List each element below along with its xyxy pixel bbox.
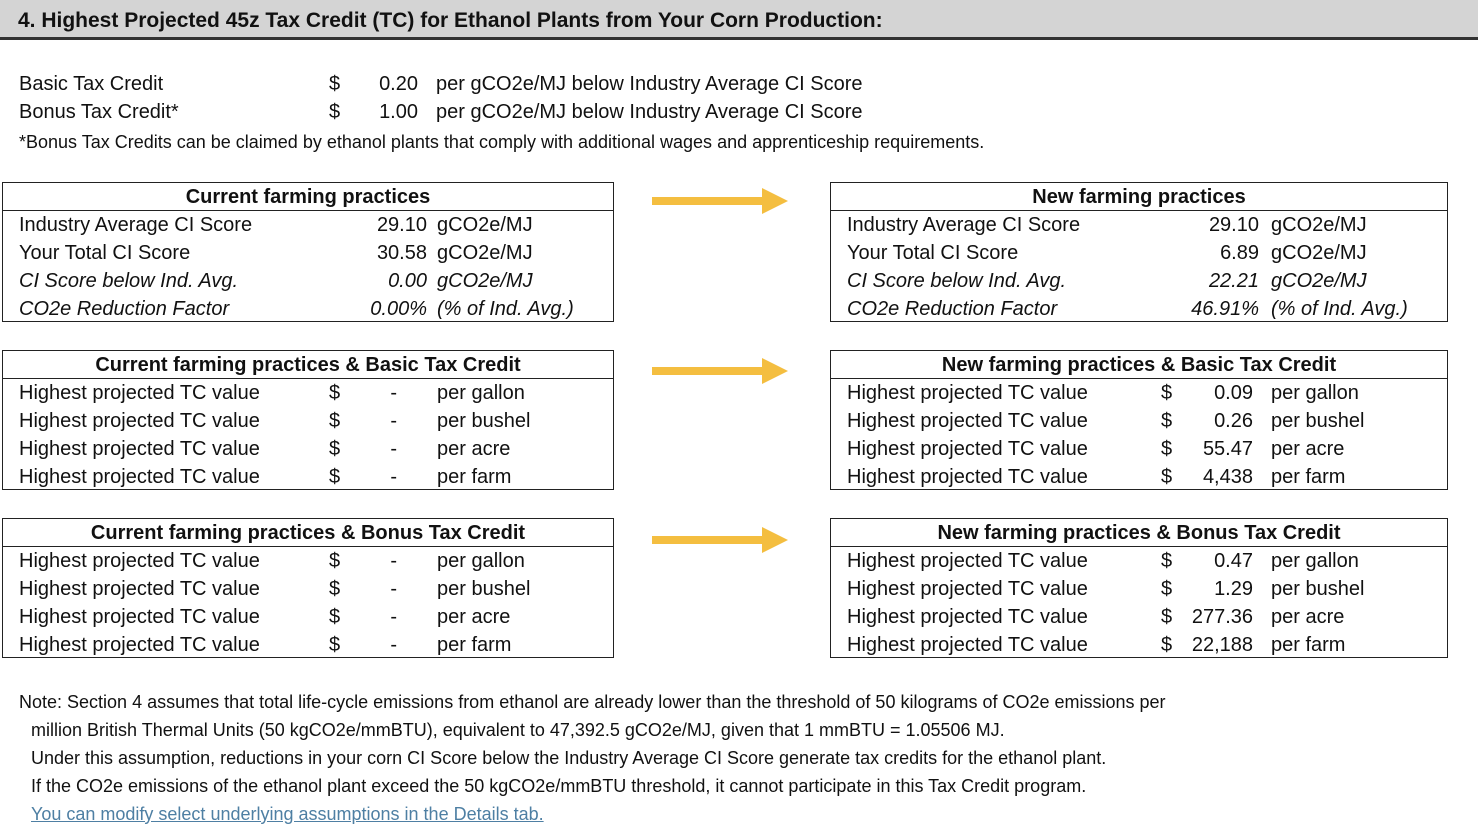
tc-label: Highest projected TC value	[847, 410, 1088, 432]
tc-row	[3, 379, 613, 407]
ci-row	[3, 211, 613, 239]
ci-value: 29.10	[1208, 214, 1259, 236]
ci-row	[831, 295, 1447, 323]
tc-value: -	[390, 578, 397, 600]
tc-label: Highest projected TC value	[847, 606, 1088, 628]
tc-row	[831, 435, 1447, 463]
tc-unit: per acre	[1271, 438, 1345, 460]
tc-unit: per farm	[1271, 634, 1346, 656]
tc-dollar: $	[1161, 578, 1173, 600]
right-arrow-icon	[652, 527, 790, 553]
tc-value: 0.47	[1214, 550, 1253, 572]
ci-row	[3, 295, 613, 323]
ci-unit: gCO2e/MJ	[437, 270, 533, 292]
tc-dollar: $	[1161, 410, 1173, 432]
tc-unit: per bushel	[1271, 578, 1365, 600]
tc-value: 277.36	[1191, 606, 1253, 628]
tc-dollar: $	[329, 606, 341, 628]
tc-label: Highest projected TC value	[19, 550, 260, 572]
tc-row	[831, 463, 1447, 491]
right-arrow-icon	[652, 188, 790, 214]
basic-current-panel	[2, 350, 614, 490]
tc-row	[831, 603, 1447, 631]
tc-dollar: $	[1161, 382, 1173, 404]
tc-value: 4,438	[1202, 466, 1253, 488]
tc-unit: per farm	[1271, 466, 1346, 488]
note-line-3: Under this assumption, reductions in your corn CI Score below the Industry Average CI Score generate tax credits for the ethanol plant.	[31, 748, 1107, 768]
ci-current-panel	[2, 182, 614, 322]
tc-label: Highest projected TC value	[847, 382, 1088, 404]
tc-row	[3, 547, 613, 575]
ci-label: CI Score below Ind. Avg.	[19, 270, 239, 292]
tc-value: 22,188	[1191, 634, 1253, 656]
tc-value: -	[390, 606, 397, 628]
tc-dollar: $	[329, 466, 341, 488]
basic-current-title: Current farming practices & Basic Tax Credit	[3, 351, 613, 379]
tc-value: -	[390, 466, 397, 488]
tc-unit: per farm	[437, 466, 512, 488]
tc-dollar: $	[1161, 550, 1173, 572]
basic-rate-dollar: $	[329, 73, 341, 95]
tc-dollar: $	[329, 550, 341, 572]
note-line-4: If the CO2e emissions of the ethanol plant exceed the 50 kgCO2e/mmBTU threshold, it cannot participate in this Tax Credit program.	[31, 776, 1087, 796]
tc-label: Highest projected TC value	[19, 382, 260, 404]
tc-row	[3, 631, 613, 659]
tc-value: -	[390, 634, 397, 656]
tc-unit: per acre	[437, 438, 511, 460]
tc-unit: per bushel	[1271, 410, 1365, 432]
tc-value: 1.29	[1214, 578, 1253, 600]
tc-unit: per bushel	[437, 410, 531, 432]
tc-dollar: $	[329, 382, 341, 404]
bonus-footnote: *Bonus Tax Credits can be claimed by ethanol plants that comply with additional wages and apprenticeship requirements.	[19, 132, 985, 152]
tc-row	[831, 379, 1447, 407]
tc-unit: per gallon	[437, 382, 525, 404]
tc-unit: per acre	[1271, 606, 1345, 628]
bonus-rate-value: 1.00	[379, 101, 418, 123]
tc-row	[3, 603, 613, 631]
tc-value: -	[390, 410, 397, 432]
ci-label: CO2e Reduction Factor	[19, 298, 230, 320]
tc-label: Highest projected TC value	[847, 634, 1088, 656]
ci-value: 0.00	[388, 270, 427, 292]
tc-row	[831, 407, 1447, 435]
ci-value: 0.00%	[370, 298, 427, 320]
tc-dollar: $	[1161, 466, 1173, 488]
ci-row	[831, 267, 1447, 295]
right-arrow-icon	[652, 358, 790, 384]
ci-unit: gCO2e/MJ	[1271, 214, 1367, 236]
tc-dollar: $	[1161, 438, 1173, 460]
bonus-current-panel	[2, 518, 614, 658]
ci-unit: (% of Ind. Avg.)	[437, 298, 574, 320]
tc-row	[3, 575, 613, 603]
tc-unit: per acre	[437, 606, 511, 628]
tc-unit: per gallon	[437, 550, 525, 572]
ci-row	[3, 239, 613, 267]
tc-row	[831, 631, 1447, 659]
ci-label: Industry Average CI Score	[847, 214, 1081, 236]
ci-new-panel	[830, 182, 1448, 322]
tc-value: -	[390, 438, 397, 460]
tc-label: Highest projected TC value	[19, 578, 260, 600]
tc-value: -	[390, 550, 397, 572]
ci-unit: (% of Ind. Avg.)	[1271, 298, 1408, 320]
section-title: 4. Highest Projected 45z Tax Credit (TC) for Ethanol Plants from Your Corn Production:	[18, 9, 883, 32]
basic-rate-label: Basic Tax Credit	[19, 73, 164, 95]
ci-value: 22.21	[1208, 270, 1259, 292]
tc-dollar: $	[329, 438, 341, 460]
tc-unit: per farm	[437, 634, 512, 656]
tc-unit: per gallon	[1271, 382, 1359, 404]
ci-value: 6.89	[1220, 242, 1259, 264]
bonus-rate-row	[0, 101, 1000, 127]
tc-row	[3, 435, 613, 463]
ci-label: Your Total CI Score	[19, 242, 191, 264]
tc-row	[3, 407, 613, 435]
tc-label: Highest projected TC value	[847, 438, 1088, 460]
ci-current-title: Current farming practices	[3, 183, 613, 211]
tc-value: -	[390, 382, 397, 404]
section-header	[0, 0, 1478, 40]
ci-new-title: New farming practices	[831, 183, 1447, 211]
tc-dollar: $	[1161, 606, 1173, 628]
tc-label: Highest projected TC value	[847, 578, 1088, 600]
basic-new-title: New farming practices & Basic Tax Credit	[831, 351, 1447, 379]
ci-value: 46.91%	[1191, 298, 1259, 320]
tc-row	[831, 575, 1447, 603]
bonus-new-title: New farming practices & Bonus Tax Credit	[831, 519, 1447, 547]
tc-value: 0.09	[1214, 382, 1253, 404]
tc-label: Highest projected TC value	[847, 466, 1088, 488]
bonus-rate-dollar: $	[329, 101, 341, 123]
tc-value: 55.47	[1202, 438, 1253, 460]
tc-dollar: $	[329, 578, 341, 600]
bonus-rate-label: Bonus Tax Credit*	[19, 101, 179, 123]
ci-value: 30.58	[376, 242, 427, 264]
tc-dollar: $	[1161, 634, 1173, 656]
tc-label: Highest projected TC value	[19, 606, 260, 628]
tc-label: Highest projected TC value	[847, 550, 1088, 572]
ci-label: CO2e Reduction Factor	[847, 298, 1058, 320]
tc-label: Highest projected TC value	[19, 466, 260, 488]
basic-new-panel	[830, 350, 1448, 490]
details-tab-link[interactable]: You can modify select underlying assumptions in the Details tab.	[31, 804, 544, 824]
ci-unit: gCO2e/MJ	[1271, 242, 1367, 264]
ci-unit: gCO2e/MJ	[1271, 270, 1367, 292]
ci-unit: gCO2e/MJ	[437, 214, 533, 236]
ci-label: CI Score below Ind. Avg.	[847, 270, 1067, 292]
tc-dollar: $	[329, 634, 341, 656]
ci-row	[831, 239, 1447, 267]
basic-rate-desc: per gCO2e/MJ below Industry Average CI Score	[436, 73, 863, 95]
tc-dollar: $	[329, 410, 341, 432]
tc-row	[831, 547, 1447, 575]
tc-unit: per gallon	[1271, 550, 1359, 572]
note-line-1: Note: Section 4 assumes that total life-cycle emissions from ethanol are already lower than the threshold of 50 kilograms of CO2e emissions per	[19, 692, 1166, 712]
ci-value: 29.10	[376, 214, 427, 236]
tc-unit: per bushel	[437, 578, 531, 600]
note-line-2: million British Thermal Units (50 kgCO2e/mmBTU), equivalent to 47,392.5 gCO2e/MJ, given that 1 mmBTU = 1.05506 MJ.	[31, 720, 1005, 740]
ci-row	[831, 211, 1447, 239]
bonus-new-panel	[830, 518, 1448, 658]
bonus-rate-desc: per gCO2e/MJ below Industry Average CI Score	[436, 101, 863, 123]
bonus-current-title: Current farming practices & Bonus Tax Credit	[3, 519, 613, 547]
ci-label: Industry Average CI Score	[19, 214, 253, 236]
tc-label: Highest projected TC value	[19, 410, 260, 432]
basic-rate-value: 0.20	[379, 73, 418, 95]
ci-label: Your Total CI Score	[847, 242, 1019, 264]
tc-label: Highest projected TC value	[19, 438, 260, 460]
tc-row	[3, 463, 613, 491]
basic-rate-row	[0, 73, 1000, 99]
tc-label: Highest projected TC value	[19, 634, 260, 656]
ci-row	[3, 267, 613, 295]
ci-unit: gCO2e/MJ	[437, 242, 533, 264]
tc-value: 0.26	[1214, 410, 1253, 432]
